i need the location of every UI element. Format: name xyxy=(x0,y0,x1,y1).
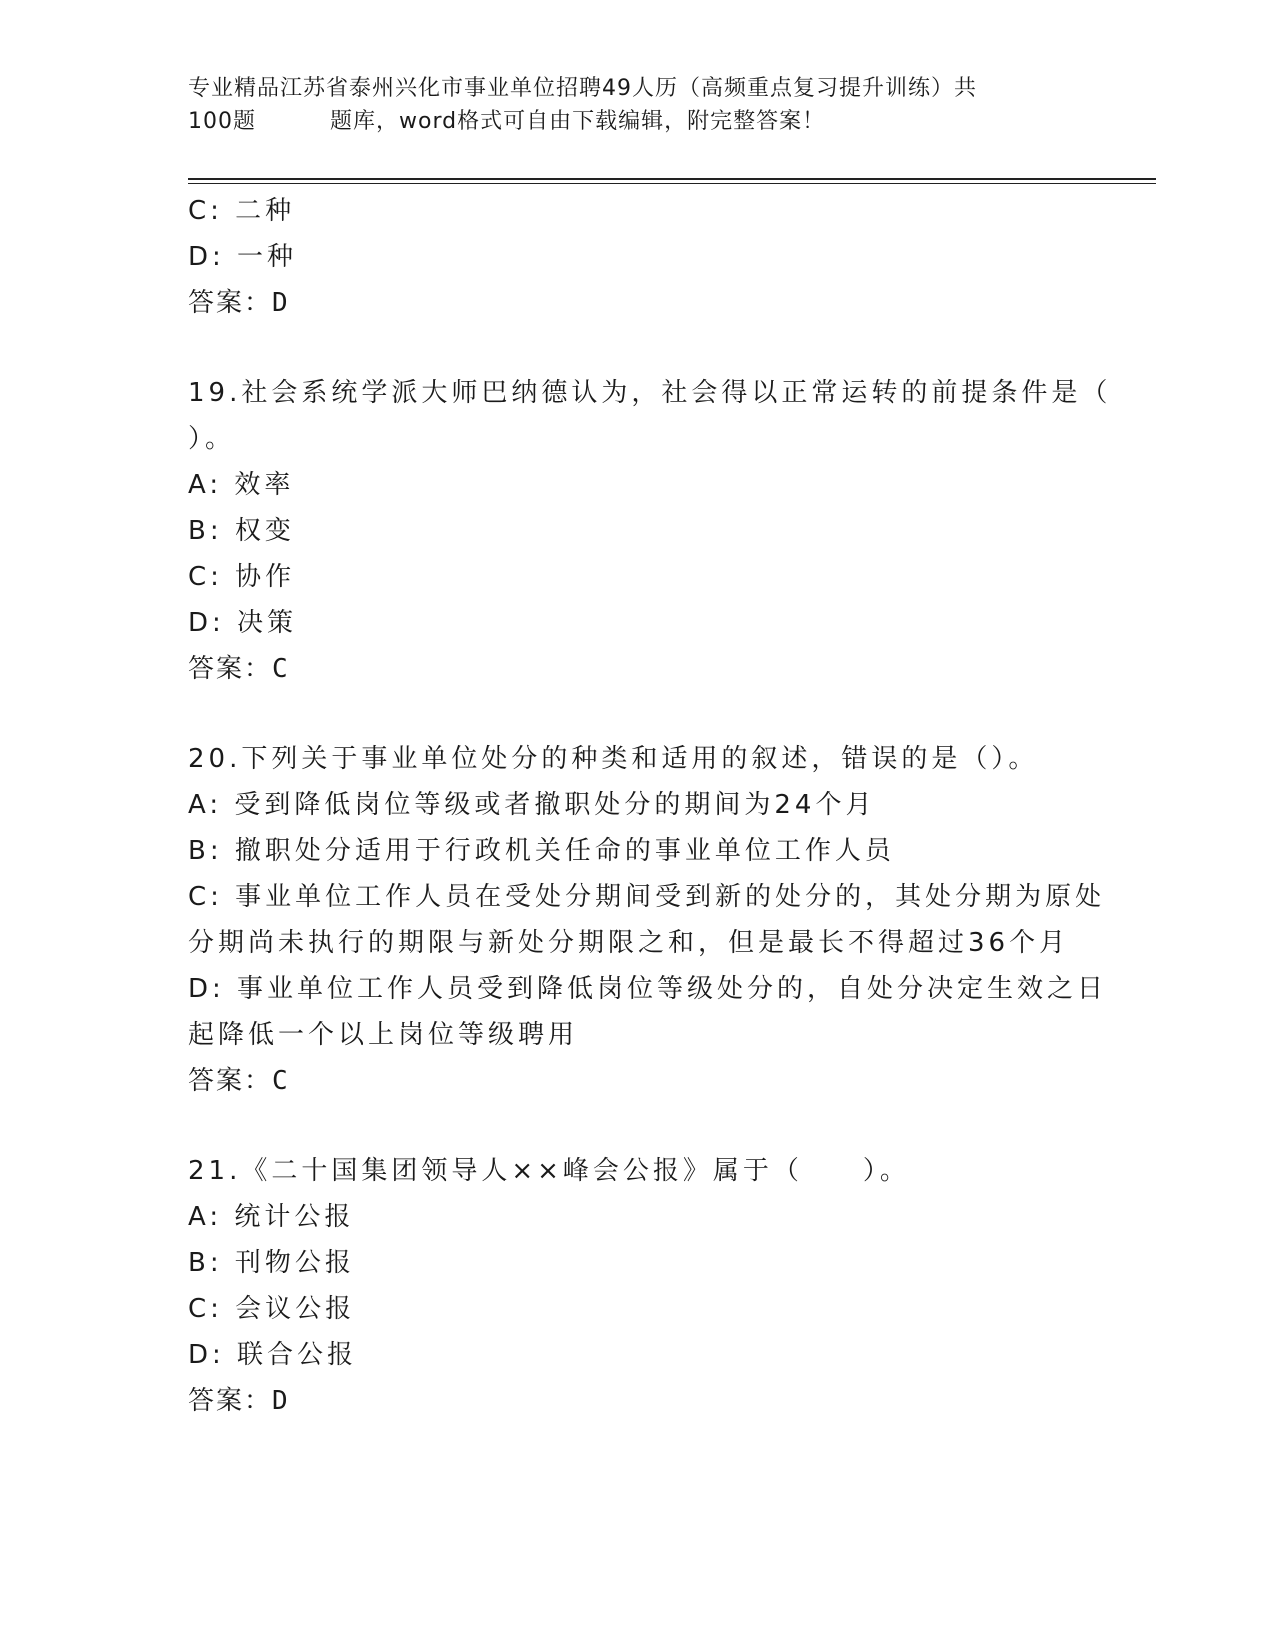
option-d-continued: 起降低一个以上岗位等级聘用 xyxy=(188,1020,579,1050)
answer-line xyxy=(188,1378,1108,1424)
header-title-line-2 xyxy=(188,105,1068,138)
answer-value: C xyxy=(272,654,288,684)
question-18-fragment xyxy=(188,188,1108,326)
question-stem: 21.《二十国集团领导人××峰会公报》属于（ ）。 xyxy=(188,1156,910,1186)
question-list xyxy=(188,188,1112,1424)
option-d: D: 事业单位工作人员受到降低岗位等级处分的，自处分决定生效之日 xyxy=(188,974,1108,1004)
answer-label: 答案： xyxy=(188,1066,273,1096)
header-divider-thick xyxy=(188,178,1156,180)
question-20 xyxy=(188,736,1108,1104)
header-divider-thin xyxy=(188,183,1156,184)
header-title-line-1: 专业精品江苏省泰州兴化市事业单位招聘49人历（高频重点复习提升训练）共 xyxy=(188,76,977,101)
option-a: A: 统计公报 xyxy=(188,1202,355,1232)
option-d: D: 一种 xyxy=(188,242,298,272)
answer-line xyxy=(188,646,1108,692)
question-21 xyxy=(188,1148,1108,1424)
option-d: D: 决策 xyxy=(188,608,298,638)
option-b: B: 权变 xyxy=(188,516,295,546)
option-c: C: 会议公报 xyxy=(188,1294,356,1324)
question-stem: 19.社会系统学派大师巴纳德认为，社会得以正常运转的前提条件是（ xyxy=(188,378,1112,408)
question-stem: 20.下列关于事业单位处分的种类和适用的叙述，错误的是（）。 xyxy=(188,744,1039,774)
option-c: C: 事业单位工作人员在受处分期间受到新的处分的，其处分期为原处 xyxy=(188,882,1106,912)
answer-value: C xyxy=(272,1066,288,1096)
header-description: 题库，word格式可自由下载编辑，附完整答案！ xyxy=(330,109,826,134)
answer-value: D xyxy=(272,288,288,318)
option-c: C: 协作 xyxy=(188,562,296,592)
option-a: A: 受到降低岗位等级或者撤职处分的期间为24个月 xyxy=(188,790,876,820)
option-a: A: 效率 xyxy=(188,470,295,500)
option-b: B: 撤职处分适用于行政机关任命的事业单位工作人员 xyxy=(188,836,895,866)
question-stem-continued: ）。 xyxy=(188,424,236,454)
option-d: D: 联合公报 xyxy=(188,1340,358,1370)
answer-label: 答案： xyxy=(188,288,273,318)
answer-line xyxy=(188,1058,1108,1104)
option-c: C: 二种 xyxy=(188,196,296,226)
header-question-count: 100题 xyxy=(188,109,256,134)
answer-label: 答案： xyxy=(188,654,273,684)
answer-label: 答案： xyxy=(188,1386,273,1416)
option-b: B: 刊物公报 xyxy=(188,1248,355,1278)
answer-value: D xyxy=(272,1386,288,1416)
page-header xyxy=(188,72,1068,138)
answer-line xyxy=(188,280,1108,326)
question-19 xyxy=(188,370,1112,692)
option-c-continued: 分期尚未执行的期限与新处分期限之和，但是最长不得超过36个月 xyxy=(188,928,1070,958)
